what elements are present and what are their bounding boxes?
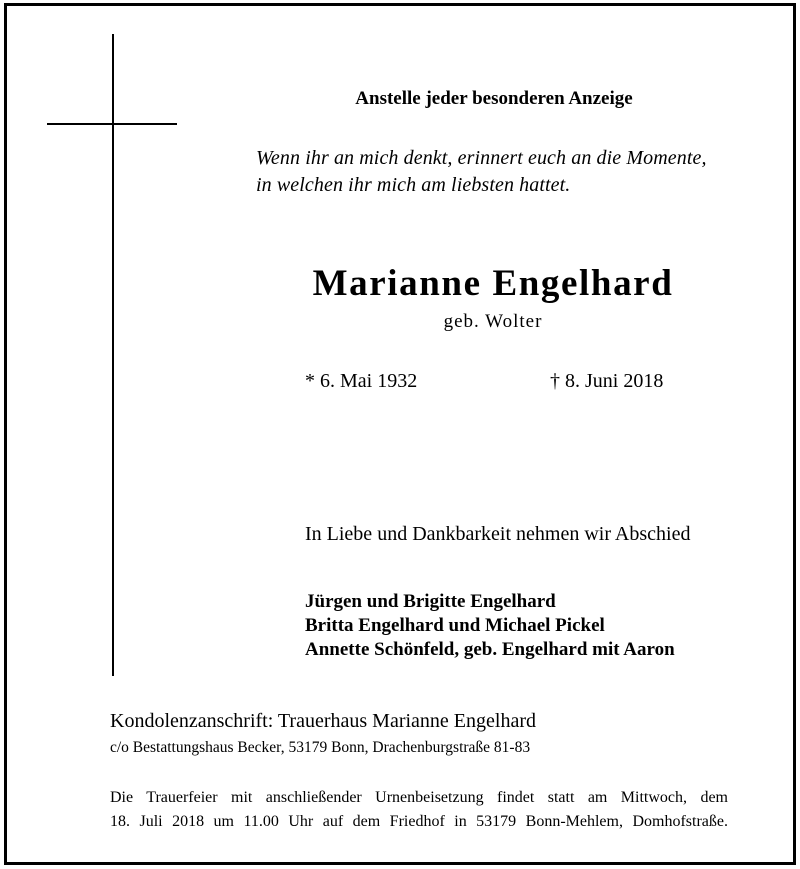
cross-vertical-bar [112, 34, 114, 676]
funeral-info-line-2: 18. Juli 2018 um 11.00 Uhr auf dem Friedhof in 53179 Bonn-Mehlem, Domhofstraße. [110, 813, 728, 830]
funeral-info-line-1: Die Trauerfeier mit anschließender Urnenbeisetzung findet statt am Mittwoch, dem [110, 789, 728, 806]
cross-horizontal-bar [47, 123, 177, 125]
birth-date: * 6. Mai 1932 [305, 370, 418, 392]
mourner-line: Annette Schönfeld, geb. Engelhard mit Aaron [305, 639, 675, 660]
death-date: † 8. Juni 2018 [550, 370, 664, 392]
quote-line-2: in welchen ihr mich am liebsten hattet. [256, 174, 571, 196]
maiden-name: geb. Wolter [443, 311, 543, 332]
notice-border [4, 3, 796, 865]
notice-header: Anstelle jeder besonderen Anzeige [355, 88, 633, 109]
condolence-address: c/o Bestattungshaus Becker, 53179 Bonn, Drachenburgstraße 81-83 [110, 739, 531, 756]
condolence-label: Kondolenzanschrift: Trauerhaus Marianne Engelhard [110, 710, 536, 732]
deceased-name: Marianne Engelhard [312, 263, 674, 304]
memorial-quote [256, 145, 707, 199]
farewell-line: In Liebe und Dankbarkeit nehmen wir Abschied [305, 523, 691, 545]
mourner-line: Jürgen und Brigitte Engelhard [305, 591, 556, 612]
quote-line-1: Wenn ihr an mich denkt, erinnert euch an die Momente, [256, 147, 707, 169]
mourner-line: Britta Engelhard und Michael Pickel [305, 615, 605, 636]
